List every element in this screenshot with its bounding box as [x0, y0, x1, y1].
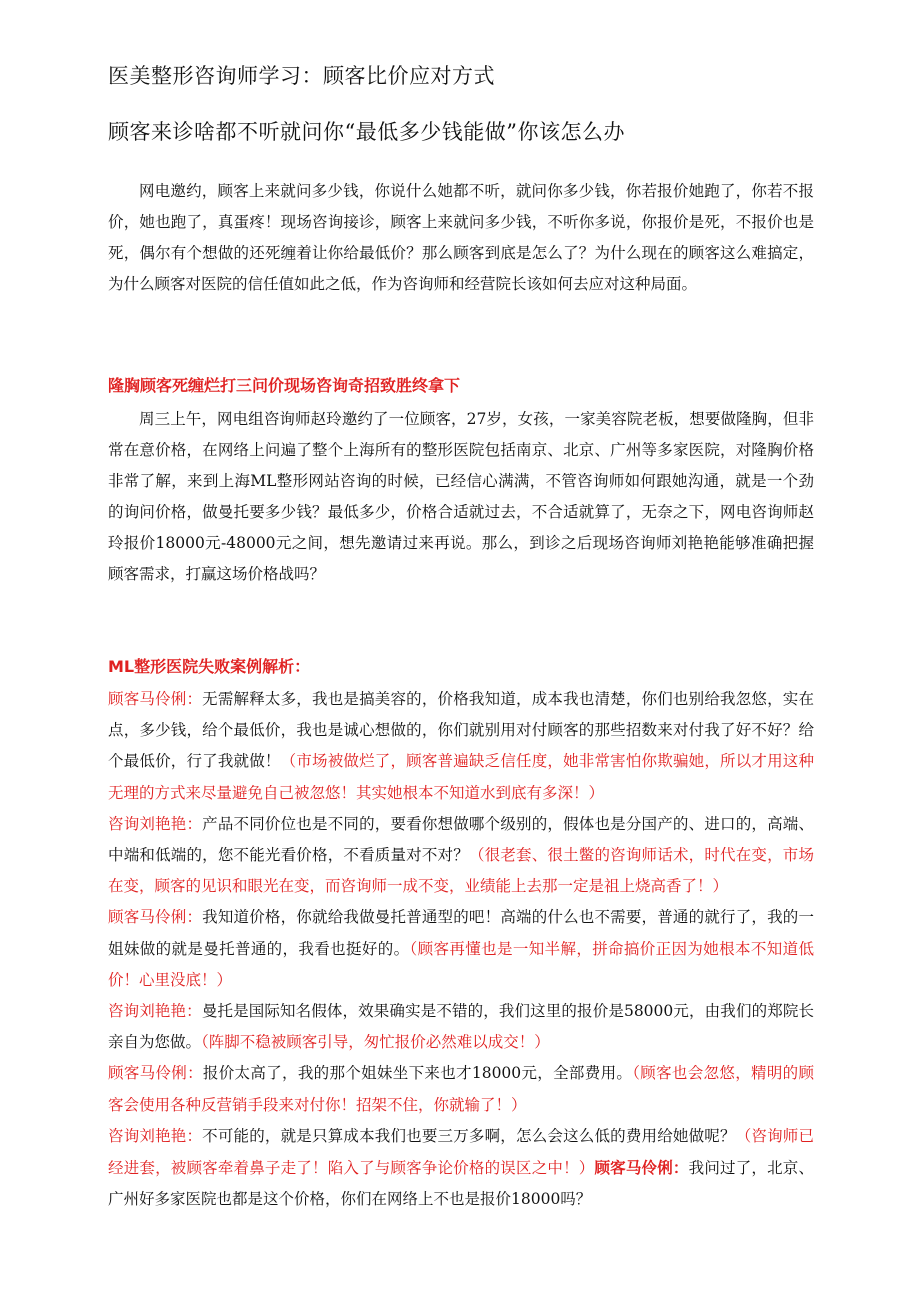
commentary-note: （顾客也会忽悠，精明的顾客会使用各种反营销手段来对付你！招架不住，你就输了！） [108, 1064, 814, 1114]
dialogue-line [108, 996, 814, 1058]
document-subtitle: 顾客来诊啥都不听就问你“最低多少钱能做”你该怎么办 [108, 120, 625, 144]
dialogue-text: 产品不同价位也是不同的，要看你想做哪个级别的，假体也是分国产的、进口的，高端、中端和低端的，您不能光看价格，不看质量对不对？ [108, 814, 814, 865]
commentary-note: （咨询师已经进套，被顾客牵着鼻子走了！陷入了与顾客争论价格的误区之中！） [108, 1126, 814, 1178]
dialogue-text: 曼托是国际知名假体，效果确实是不错的，我们这里的报价是58000元，由我们的郑院长亲自为您做。 [108, 1002, 814, 1052]
speaker-label: 顾客马伶俐： [108, 690, 203, 708]
dialogue-text: 无需解释太多，我也是搞美容的，价格我知道，成本我也清楚，你们也别给我忽悠，实在点，多少钱，给个最低价，我也是诚心想做的，你们就别用对付顾客的那些招数来对付我了好不好？给个最低价，行了我就做！ [108, 690, 814, 771]
document-title: 医美整形咨询师学习：顾客比价应对方式 [108, 64, 495, 88]
dialogue-line [108, 1121, 814, 1216]
dialogue-line [108, 809, 814, 903]
dialogue-block [108, 684, 814, 1215]
section1-heading: 隆胸顾客死缠烂打三问价现场咨询奇招致胜终拿下 [108, 376, 461, 395]
speaker-label: 顾客马伶俐： [108, 908, 203, 927]
speaker-label: 咨询刘艳艳： [108, 1002, 202, 1021]
speaker-label: 顾客马伶俐： [594, 1158, 689, 1178]
dialogue-line [108, 902, 814, 996]
speaker-label: 咨询刘艳艳： [108, 814, 203, 833]
intro-paragraph: 网电邀约，顾客上来就问多少钱，你说什么她都不听，就问你多少钱，你若报价她跑了，你若不报价，她也跑了，真蛋疼！现场咨询接诊，顾客上来就问多少钱，不听你多说，你报价是死，不报价也是死，偶尔有个想做的还死缠着让你给最低价？那么顾客到底是怎么了？为什么现在的顾客这么难搞定，为什么顾客对医院的信任值如此之低，作为咨询师和经营院长该如何去应对这种局面。 [108, 182, 814, 293]
dialogue-line [108, 684, 814, 809]
section1-paragraph: 周三上午，网电组咨询师赵玲邀约了一位顾客，27岁，女孩，一家美容院老板，想要做隆胸，但非常在意价格，在网络上问遍了整个上海所有的整形医院包括南京、北京、广州等多家医院，对隆胸价格非常了解，来到上海ML整形网站咨询的时候，已经信心满满，不管咨询师如何跟她沟通，就是一个劲的询问价格，做曼托要多少钱？最低多少，价格合适就过去，不合适就算了，无奈之下，网电咨询师赵玲报价18000元-48000元之间，想先邀请过来再说。那么，到诊之后现场咨询师刘艳艳能够准确把握顾客需求，打赢这场价格战吗？ [108, 410, 814, 583]
dialogue-text: 我问过了，北京、广州好多家医院也都是这个价格，你们在网络上不也是报价18000吗？ [108, 1159, 814, 1209]
commentary-note: （很老套、很土鳖的咨询师话术，时代在变，市场在变，顾客的见识和眼光在变，而咨询师一成不变，业绩能上去那一定是祖上烧高香了！） [108, 846, 814, 896]
section2-heading: ML整形医院失败案例解析： [108, 657, 311, 676]
dialogue-line [108, 1058, 814, 1120]
dialogue-text: 报价太高了，我的那个姐妹坐下来也才18000元，全部费用。 [202, 1064, 633, 1083]
dialogue-text: 不可能的，就是只算成本我们也要三万多啊，怎么会这么低的费用给她做呢？ [202, 1126, 736, 1145]
dialogue-text: 我知道价格，你就给我做曼托普通型的吧！高端的什么也不需要，普通的就行了，我的一姐妹做的就是曼托普通的，我看也挺好的。 [108, 908, 814, 958]
commentary-note: （阵脚不稳被顾客引导，匆忙报价必然难以成交！） [201, 1033, 550, 1052]
speaker-label: 顾客马伶俐： [108, 1064, 203, 1083]
commentary-note: （顾客再懂也是一知半解，拼命搞价正因为她根本不知道低价！心里没底！） [108, 939, 814, 989]
commentary-note: （市场被做烂了，顾客普遍缺乏信任度，她非常害怕你欺骗她，所以才用这种无理的方式来尽量避免自己被忽悠！其实她根本不知道水到底有多深！） [108, 752, 814, 802]
speaker-label: 咨询刘艳艳： [108, 1126, 203, 1145]
